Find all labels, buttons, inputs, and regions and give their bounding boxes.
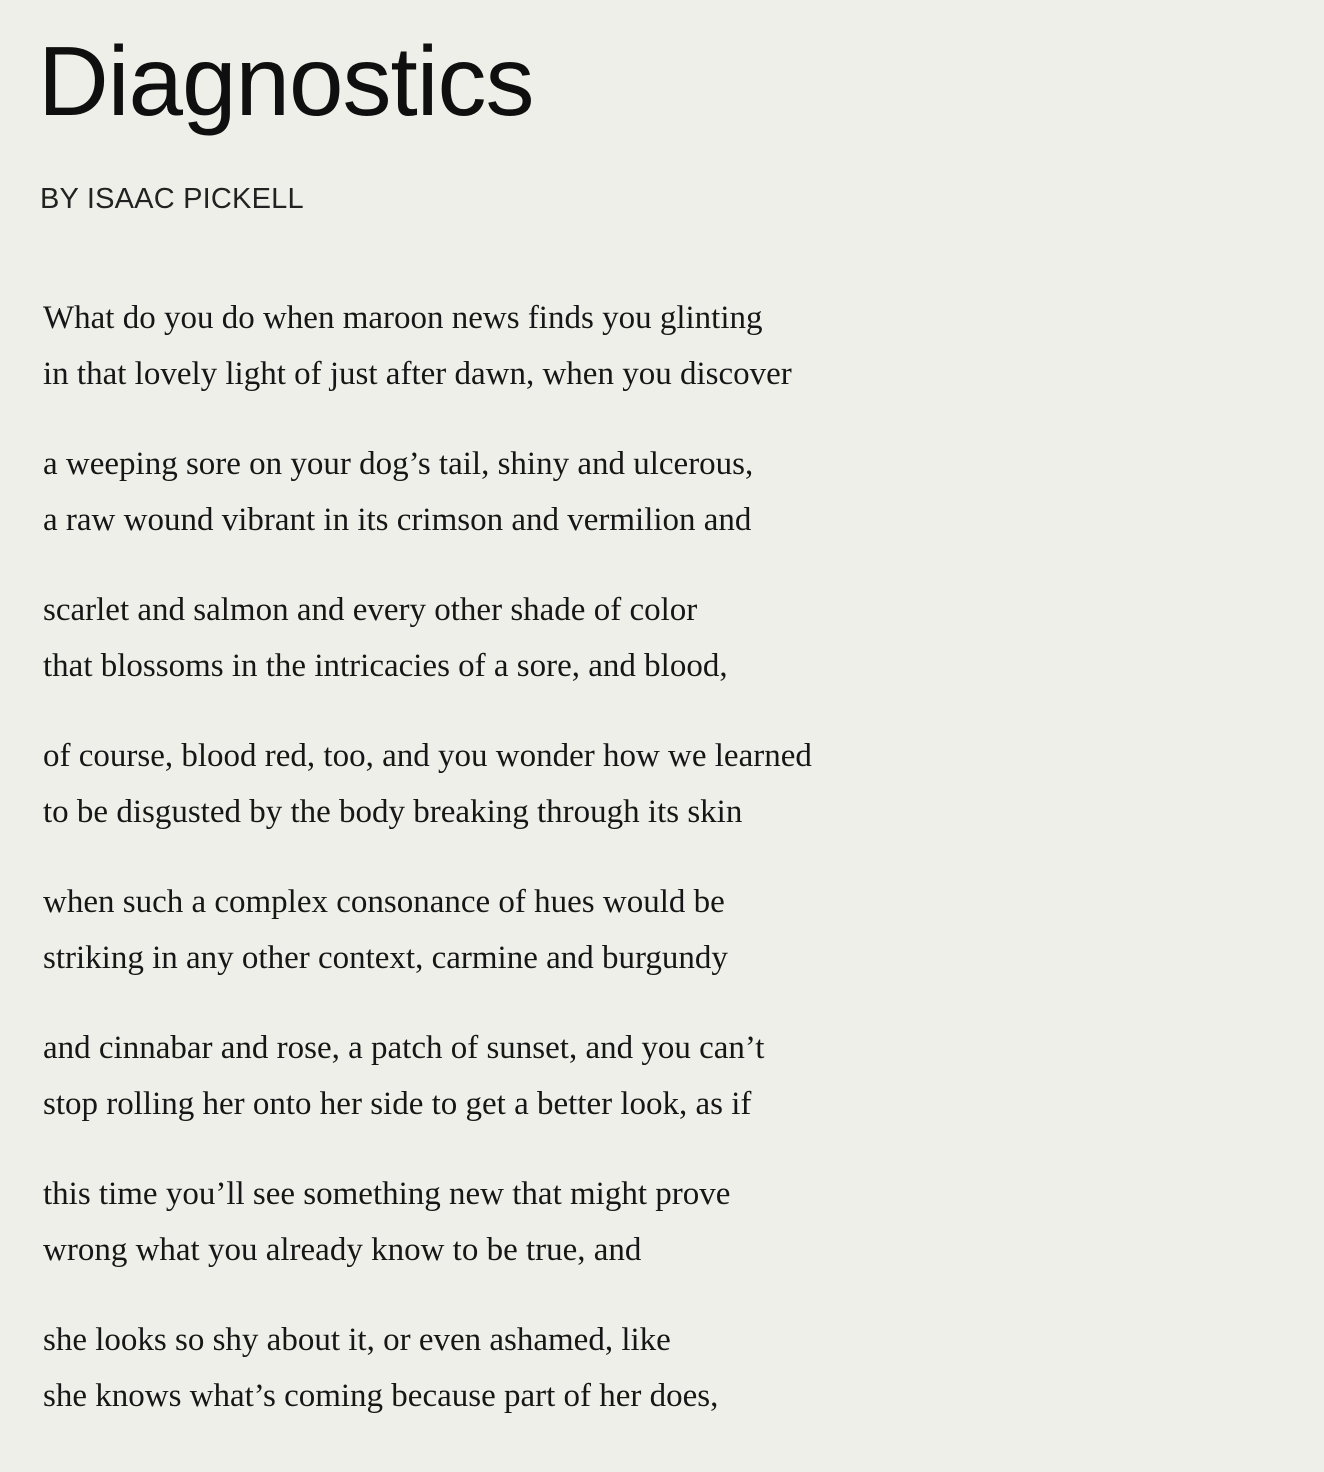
poem-line: in that lovely light of just after dawn, when you discover [43, 356, 792, 392]
poem-title: Diagnostics [38, 26, 534, 136]
stanza [43, 1172, 812, 1284]
stanza [43, 734, 812, 846]
poem-line: and cinnabar and rose, a patch of sunset, and you can’t [43, 1030, 765, 1066]
poem-line: when such a complex consonance of hues would be [43, 884, 725, 920]
poem-line: scarlet and salmon and every other shade of color [43, 592, 698, 628]
stanza [43, 880, 812, 992]
poem-line: striking in any other context, carmine and burgundy [43, 940, 728, 976]
stanza [43, 1318, 812, 1430]
poem-line: a raw wound vibrant in its crimson and vermilion and [43, 502, 752, 538]
poem-line: that blossoms in the intricacies of a sore, and blood, [43, 648, 728, 684]
poem-line: wrong what you already know to be true, and [43, 1232, 642, 1268]
poem-line: to be disgusted by the body breaking through its skin [43, 794, 743, 830]
poem-line: What do you do when maroon news finds you glinting [43, 300, 763, 336]
poem-line: of course, blood red, too, and you wonder how we learned [43, 738, 812, 774]
poem-line: a weeping sore on your dog’s tail, shiny and ulcerous, [43, 446, 754, 482]
author-byline: BY ISAAC PICKELL [40, 183, 304, 215]
poem-line: she knows what’s coming because part of her does, [43, 1378, 719, 1414]
poem-body [43, 296, 812, 1464]
stanza [43, 588, 812, 700]
poem-line: this time you’ll see something new that might prove [43, 1176, 731, 1212]
poem-line: stop rolling her onto her side to get a better look, as if [43, 1086, 752, 1122]
stanza [43, 296, 812, 408]
stanza [43, 442, 812, 554]
poem-line: she looks so shy about it, or even ashamed, like [43, 1322, 671, 1358]
stanza [43, 1026, 812, 1138]
